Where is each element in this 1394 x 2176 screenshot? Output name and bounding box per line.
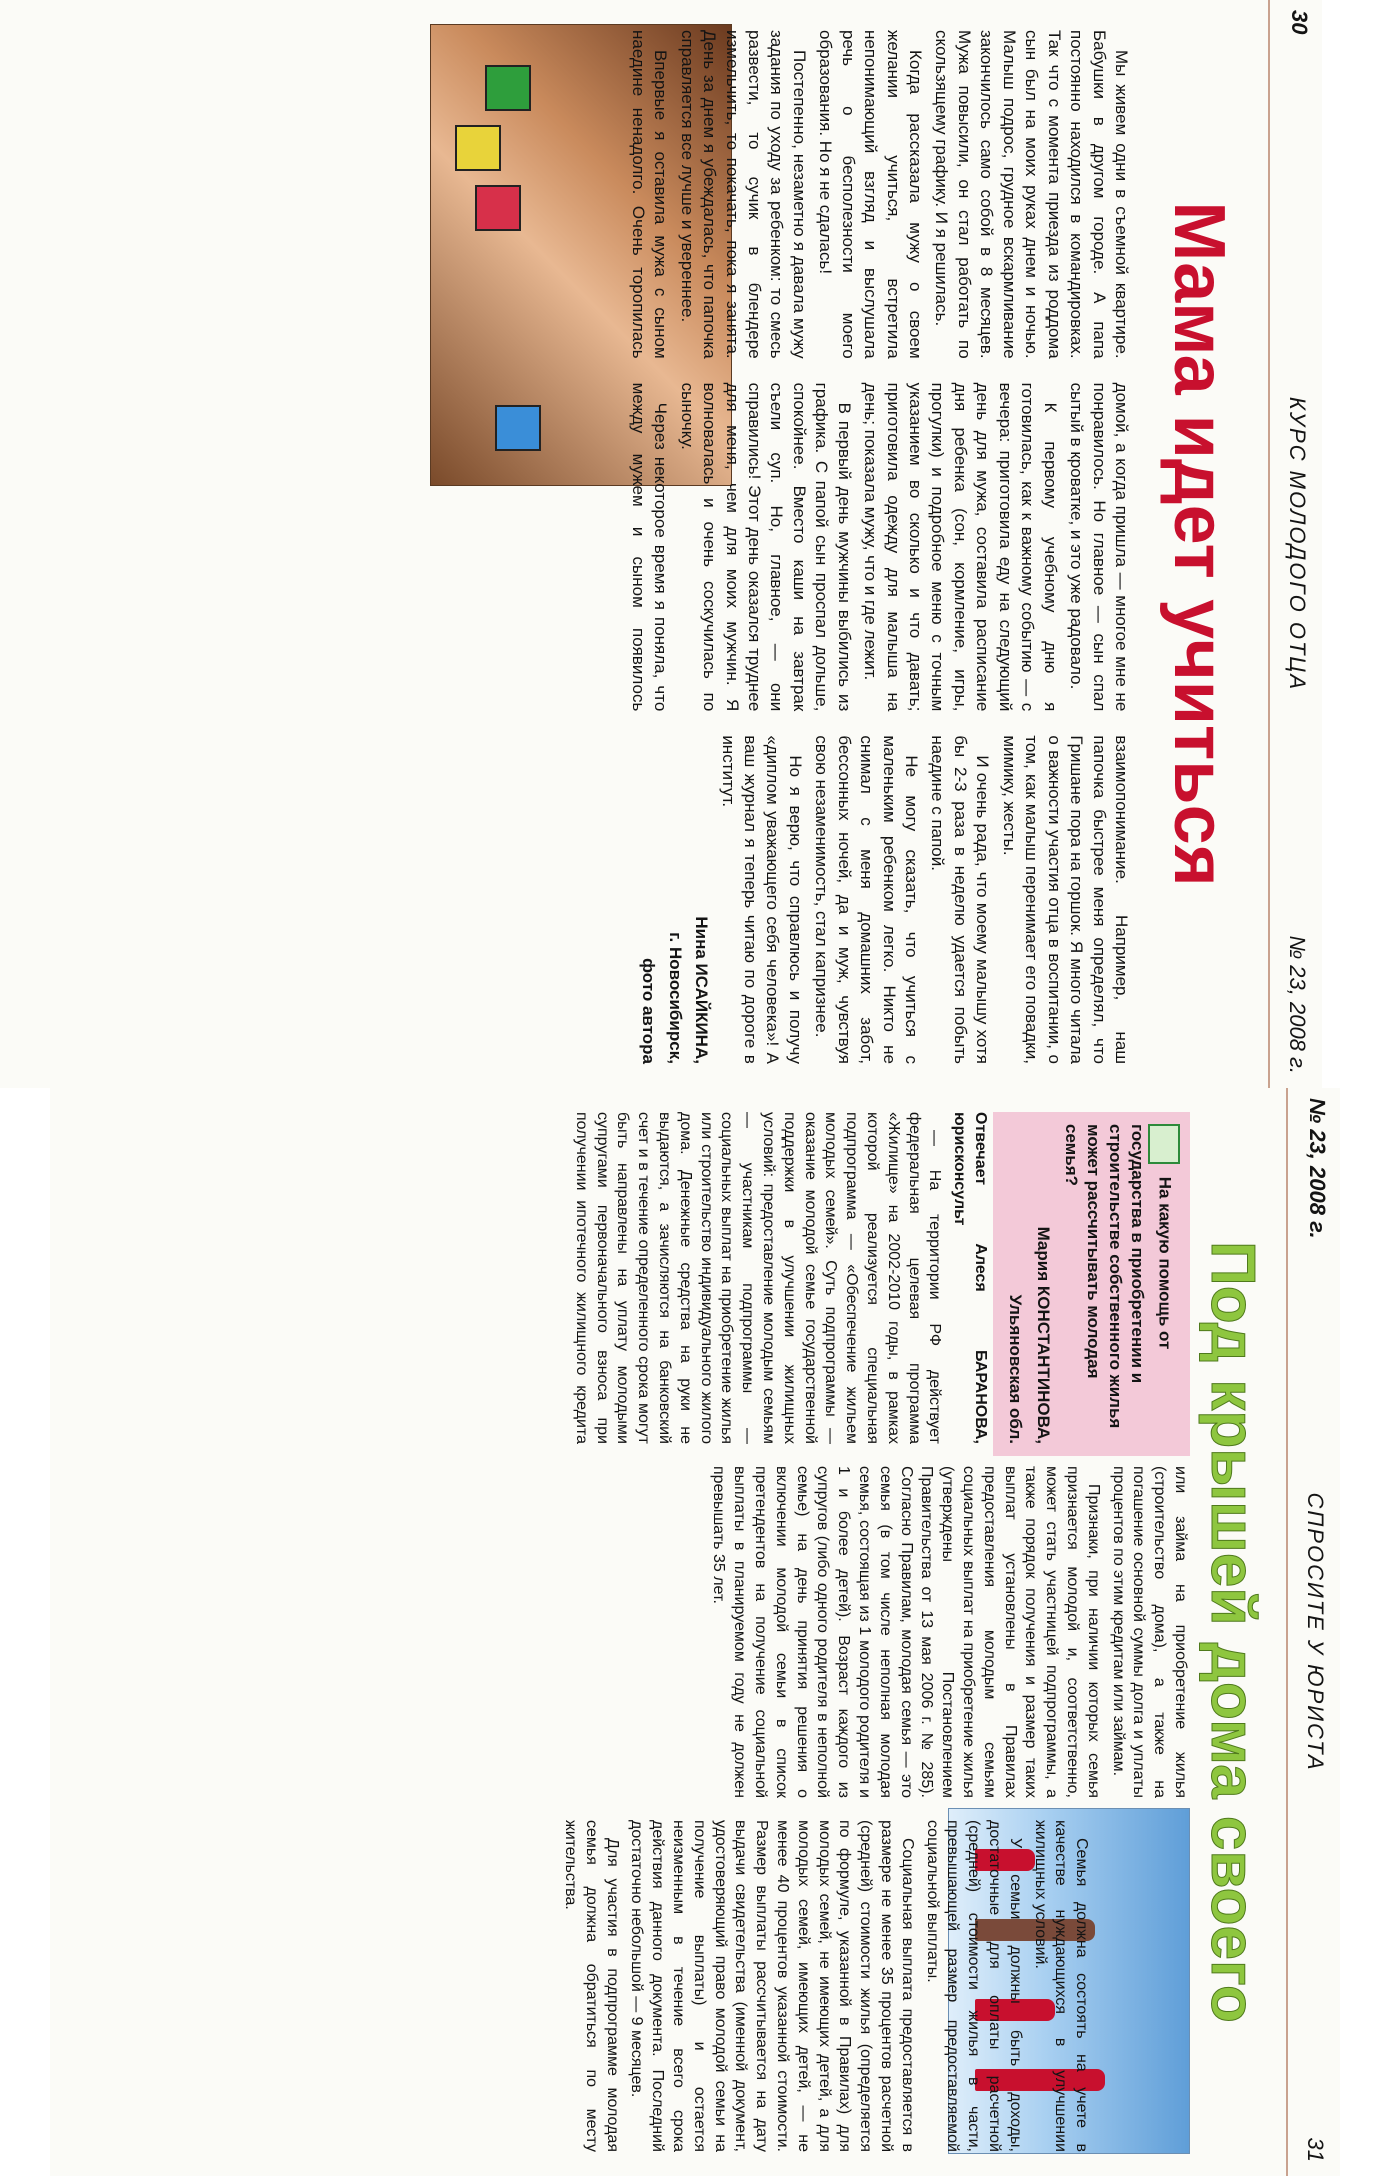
article-body — [74, 1112, 1190, 2152]
paragraph: Постепенно, незаметно я давала мужу задания по уходу за ребенком: то смесь развести, то сучик в блендере измельчить, то покачать, пока я занята. День за днем я убеждалась, что папочка справляется все лучше и увереннее. — [677, 30, 809, 359]
paragraph: Семья должна состоять на учете в качестве нуждающихся в улучшении жилищных условий. — [1031, 1820, 1091, 2152]
page-header — [1286, 1088, 1340, 2176]
answer-by: Отвечает Алеся БАРАНОВА, юрисконсульт — [951, 1112, 989, 1444]
paragraph: К первому учебному дню я готовилась, как к важному событию — с вечера: приготовила еду на следующий день для мужа, составила расписание дня ребенка (сон, кормление, игры, прогулки) и подробное меню с точным указанием во сколько и что давать; приготовила одежду для малыша на день; показала мужу, что и где лежит. — [861, 382, 1060, 712]
article-title: Мама идет учиться — [1159, 201, 1239, 887]
paragraph: Социальная выплата предоставляется в размере не менее 35 процентов расчетной (средней) стоимости жилья (определяется по формуле, указанной в Правилах) для молодых семей, не имеющих детей, а для молодых семей, имеющих детей, — не менее 40 процентов указанной стоимости. Размер выплаты рассчитывается на дату выдачи свидетельства (именной документ, удостоверяющий право молодой семьи на получение выплаты) и остается неизменным в течение всего срока действия данного документа. Последний достаточно небольшой — 9 месяцев. — [628, 1820, 916, 2152]
paragraph: У семьи должны быть доходы, достаточные для оплаты расчетной (средней) стоимости жилья в части, превышающей размер предоставляемой социальной выплаты. — [923, 1820, 1024, 2152]
section-title: СПРОСИТЕ У ЮРИСТА — [1303, 1492, 1328, 1772]
section-title: КУРС МОЛОДОГО ОТЦА — [1285, 396, 1310, 692]
paragraph: Для участия в подпрограмме молодая семья должна обратиться по месту жительства. — [562, 1820, 621, 2152]
paragraph: Впервые я оставила мужа с сыном наедине ненадолго. Очень торопилась домой, а когда пришла — многое мне не понравилось. Но главное — сын спал сытый в кроватке, и это уже радовало. — [628, 30, 1131, 712]
question-text: На какую помощь от государства в приобретении и строительстве собственного жилья может рассчитывать молодая семья? — [1061, 1124, 1175, 1429]
author-city: г. Новосибирск, — [665, 932, 685, 1064]
question-spacer — [990, 1112, 1190, 1444]
paragraph: Мы живем одни в съемной квартире. Бабушки в другом городе. А папа постоянно находился в командировках. Так что с момента приезда из роддома сын был на моих руках днем и ночью. Малыш подрос, грудное вскармливание закончилось само собой в 8 месяцев. Мужа повысили, он стал работать по скользящему графику. И я решилась. — [932, 30, 1131, 359]
paragraph: В первый день мужчины выбились из графика. С папой сын проспал дольше, спокойнее. Вместо каши на завтрак съели суп. Но, главное, — они справились! Этот день оказался труднее для меня, чем для моих мужчин. Я волновалась и очень соскучилась по сыночку. — [677, 382, 854, 712]
issue-number: № 23, 2008 г. — [1285, 935, 1310, 1074]
question-region: Ульяновская обл. — [1005, 1294, 1025, 1444]
article-title: Под крышей дома своего — [1198, 1241, 1267, 2023]
issue-number: № 23, 2008 г. — [1305, 1098, 1330, 1239]
paragraph: Но я верю, что справлюсь и получу «диплом уважающего себя человека»! А ваш журнал я теперь читаю по дороге в институт. — [718, 735, 805, 1064]
page-30 — [0, 0, 1322, 1088]
paragraph: — На территории РФ действует федеральная целевая программа «Жилище» на 2002-2010 годы, в рамках которой реализуется специальная подпрограмма — «Обеспечение жильем молодых семей». Суть подпрограммы — оказание молодой семье государственной поддержки в улучшении жилищных условий: предоставление молодым семьям — участникам подпрограммы — социальных выплат на приобретение жилья или строительство индивидуального жилого дома. Денежные средства на руки не выдаются, а зачисляются на банковский счет и в течение определенного срока могут быть направлены на уплату молодыми супругами первоначального взноса при получении ипотечного жилищного кредита или займа на приобретение жилья (строительство дома), а также на погашение основной суммы долга и уплаты процентов по этим кредитам или займам. — [572, 1112, 1189, 1798]
paragraph: И очень рада, что моему малышу хотя бы 2-3 раза в неделю удается побыть наедине с папой. — [928, 735, 993, 1064]
photo-credit: фото автора — [639, 958, 659, 1064]
paragraph: Не могу сказать, что учиться с маленьким ребенком легко. Никто не снимал с меня домашних забот, бессонных ночей, да и муж, чувствуя свою незаменимость, стал капризнее. — [812, 735, 922, 1064]
page-number: 31 — [1303, 2137, 1328, 2162]
paragraph: Через некоторое время я поняла, что между мужем и сыном появилось взаимопонимание. Например, наш папочка быстрее меня определял, что Гришане пора на горшок. Я много читала о важности участия отца в воспитании, о том, как малыш перенимает его повадки, мимику, жесты. — [628, 382, 1131, 1064]
page-header — [1268, 0, 1322, 1088]
page-number: 30 — [1287, 10, 1312, 35]
page-31 — [50, 1088, 1340, 2176]
article-body — [24, 30, 1132, 1064]
question-author: Мария КОНСТАНТИНОВА, — [1033, 1226, 1053, 1444]
paragraph: Признаки, при наличии которых семья признается молодой и, соответственно, может стать участницей подпрограммы, а также порядок получения и размер таких выплат установлены в Правилах предоставления молодым семьям социальных выплат на приобретение жилья (утверждены Постановлением Правительства от 13 мая 2006 г. № 285). Согласно Правилам, молодая семья — это семья (в том числе неполная молодая семья, состоящая из 1 молодого родителя и 1 и более детей). Возраст каждого из супругов (либо одного родителя в неполной семье) на день принятия решения о включении молодой семьи в список претендентов на получение социальной выплаты в планируемом году не должен превышать 35 лет. — [710, 1466, 1102, 1798]
paragraph: Когда рассказала мужу о своем желании учиться, встретила непонимающий взгляд и выслушала речь о бесполезности моего образования. Но я не сдалась! — [816, 30, 926, 359]
author-name: Нина ИСАЙКИНА, — [692, 916, 712, 1064]
